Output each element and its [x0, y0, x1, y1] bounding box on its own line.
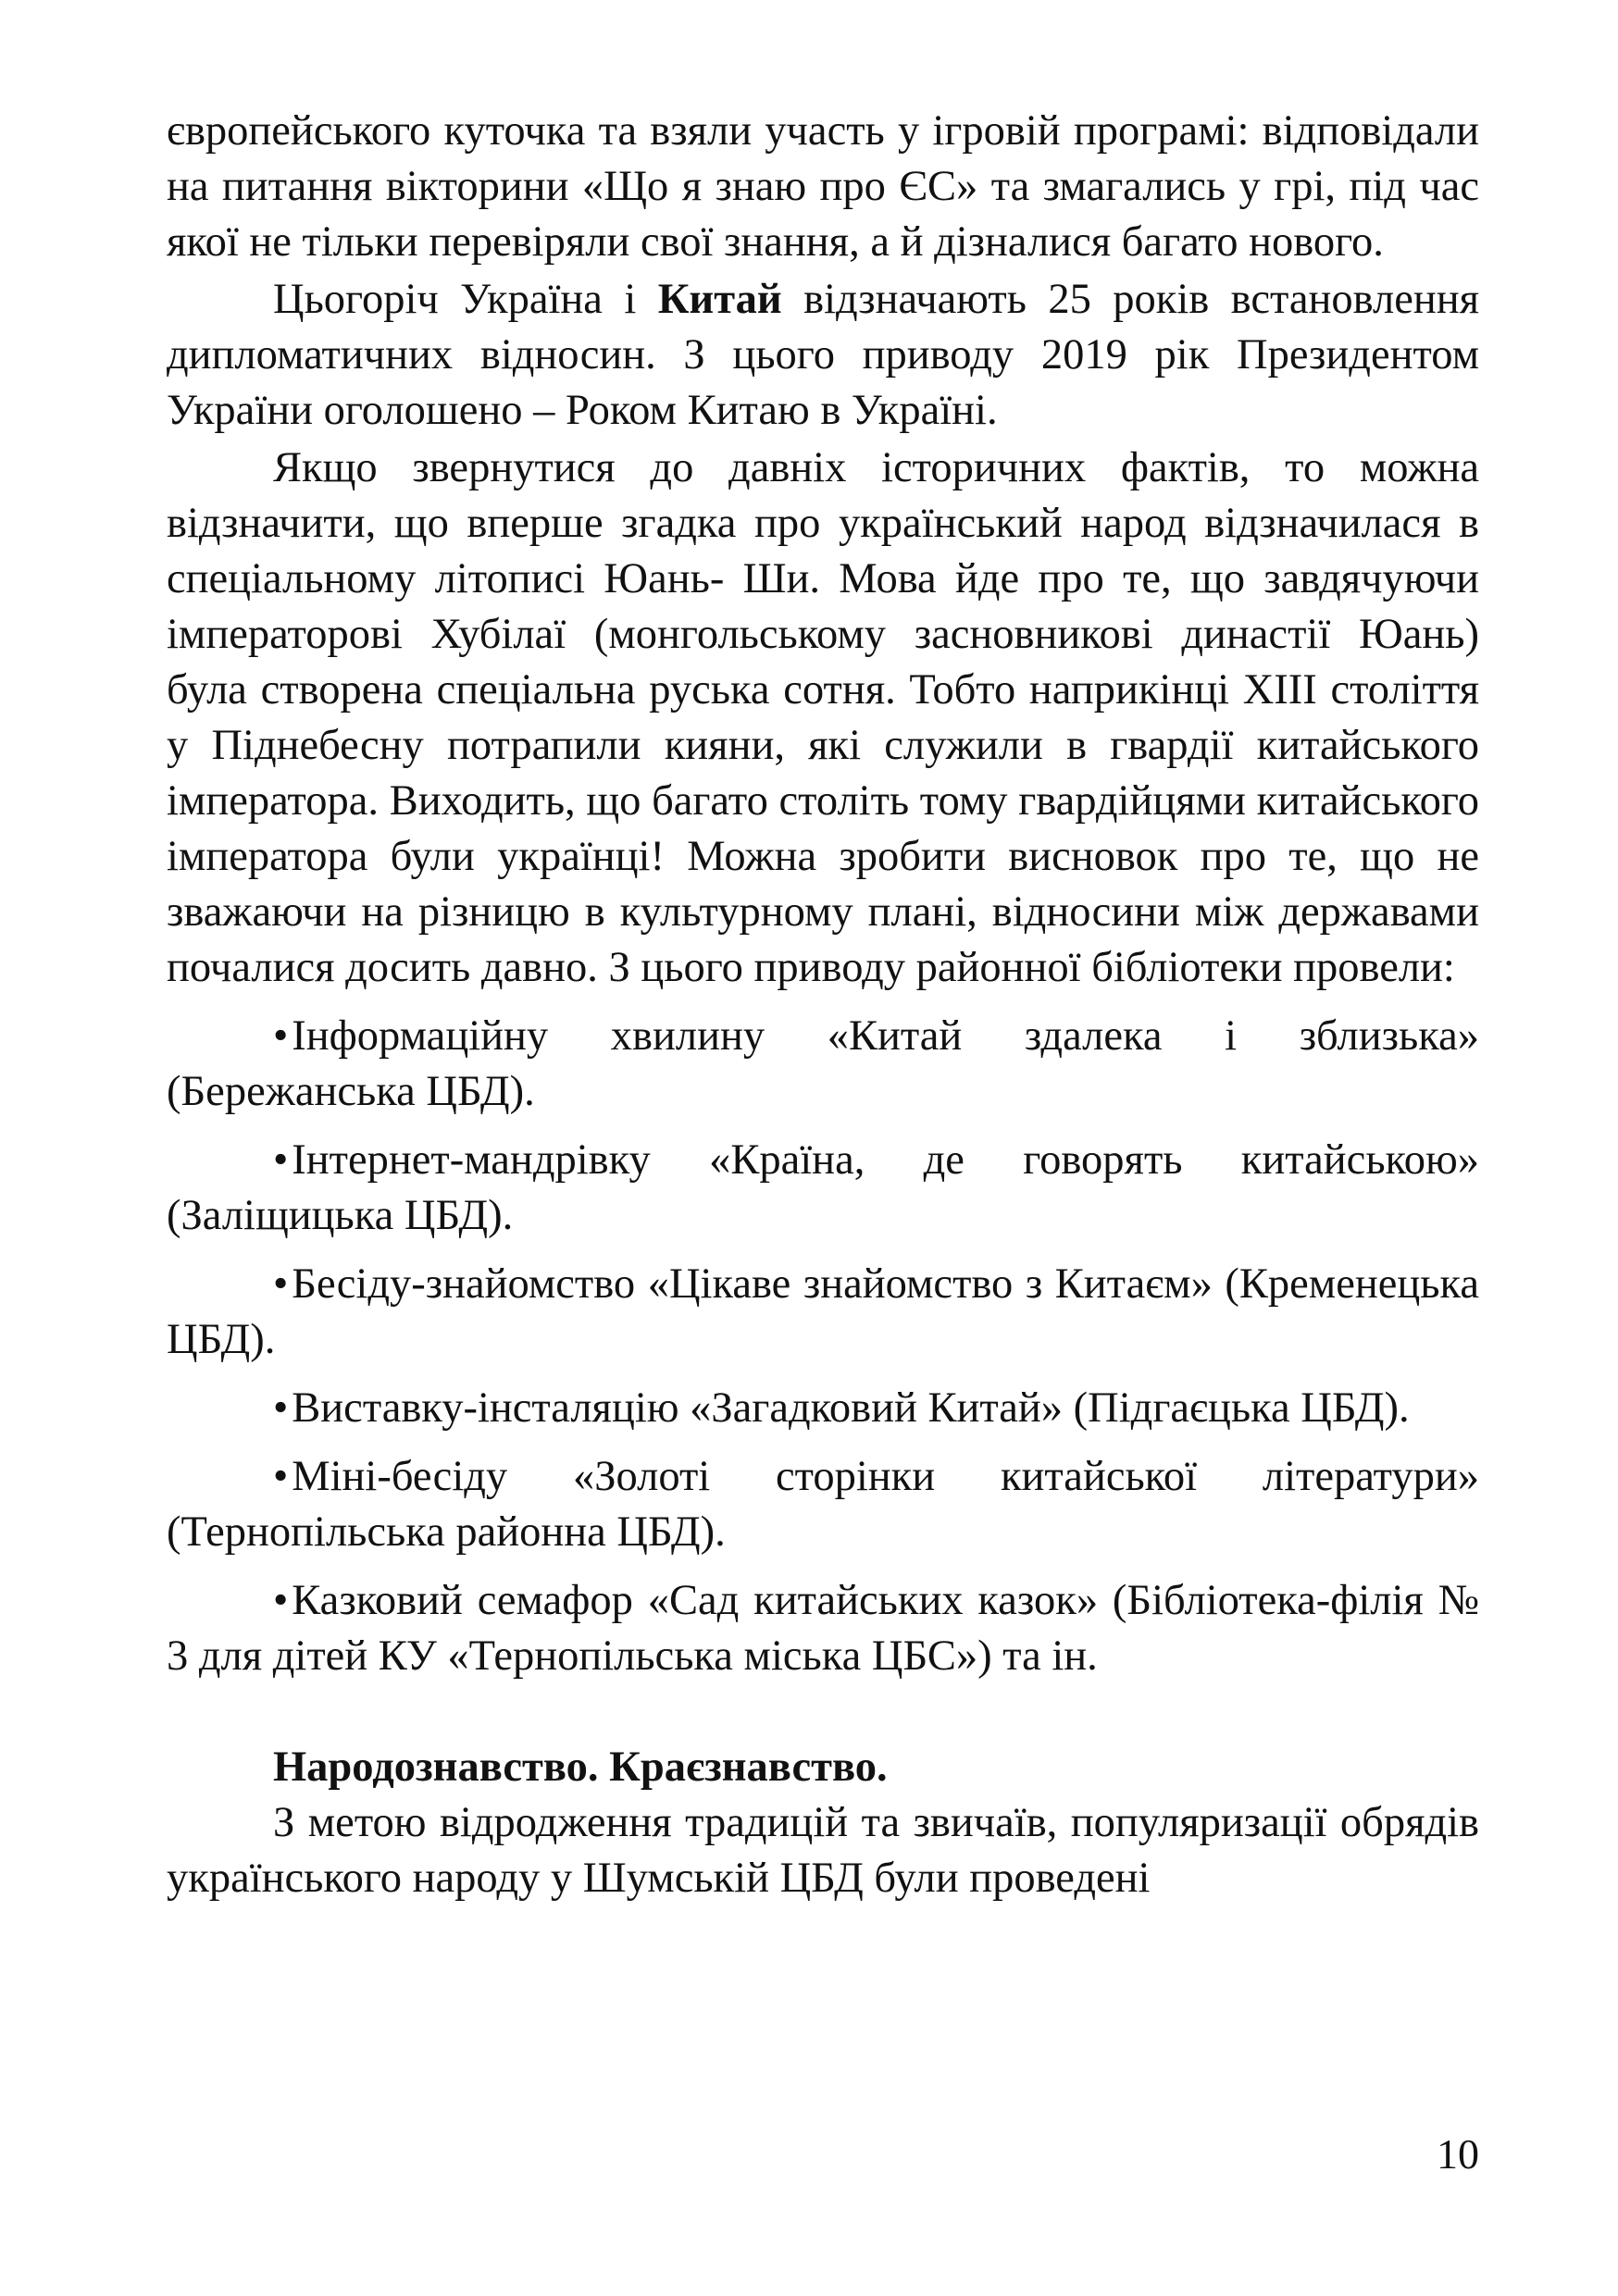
bullet-item: [167, 1449, 1479, 1560]
bullet-item-text: Виставку-інсталяцію «Загадковий Китай» (Підгаєцька ЦБД).: [292, 1384, 1410, 1432]
bullet-item-text: Казковий семафор «Сад китайських казок» (Бібліотека-філія № 3 для дітей КУ «Тернопільська міська ЦБС») та ін.: [167, 1577, 1479, 1680]
page-number: 10: [1437, 2130, 1479, 2178]
bullet-icon: •: [273, 1577, 289, 1624]
paragraph-history: Якщо звернутися до давніх історичних фактів, то можна відзначити, що вперше згадка про український народ відзначилася в спеціальному літописі Юань- Ши. Мова йде про те, що завдячуючи імператорові Хубілаї (монгольському засновникові династії Юань) була створена спеціальна руська сотня. Тобто наприкінці XIII століття у Піднебесну потрапили кияни, які служили в гвардії китайського імператора. Виходить, що багато століть тому гвардійцями китайського імператора були українці! Можна зробити висновок про те, що не зважаючи на різницю в культурному плані, відносини між державами почалися досить давно. З цього приводу районної бібліотеки провели:: [167, 444, 1479, 991]
bullet-item: [167, 1133, 1479, 1244]
section-heading: Народознавство. Краєзнавство.: [273, 1744, 888, 1791]
bullet-item-text: Інтернет-мандрівку «Країна, де говорять китайською» (Заліщицька ЦБД).: [167, 1136, 1479, 1239]
paragraph-traditions: З метою відродження традицій та звичаїв, популяризації обрядів українського народу у Шумській ЦБД були проведені: [167, 1799, 1479, 1902]
bullet-icon: •: [273, 1012, 289, 1060]
paragraph-continuation: європейського куточка та взяли участь у ігровій програмі: відповідали на питання вікторини «Що я знаю про ЄС» та змагались у грі, під час якої не тільки перевіряли свої знання, а й дізналися багато нового.: [167, 107, 1479, 266]
paragraph-china-text-before: Цьогоріч Україна і: [273, 276, 658, 323]
bullet-item-text: Бесіду-знайомство «Цікаве знайомство з Китаєм» (Кременецька ЦБД).: [167, 1260, 1479, 1363]
bullet-icon: •: [273, 1136, 289, 1184]
bullet-item-text: Міні-бесіду «Золоті сторінки китайської літератури» (Тернопільська районна ЦБД).: [167, 1453, 1479, 1556]
bullet-item: [167, 1009, 1479, 1120]
paragraph-china-text-after: відзначають 25 років встановлення дипломатичних відносин. З цього приводу 2019 рік Президентом України оголошено – Роком Китаю в Україні.: [167, 276, 1479, 434]
bullet-item: [167, 1257, 1479, 1368]
bullet-item-text: Інформаційну хвилину «Китай здалека і зблизька» (Бережанська ЦБД).: [167, 1012, 1479, 1115]
bullet-icon: •: [273, 1384, 289, 1432]
bullet-item: [167, 1381, 1479, 1436]
paragraph-china-anniversary: [167, 272, 1479, 439]
events-bullet-list: [167, 1009, 1479, 1684]
page-content: [167, 104, 1479, 1906]
bullet-icon: •: [273, 1453, 289, 1500]
bullet-item: [167, 1573, 1479, 1684]
bullet-icon: •: [273, 1260, 289, 1308]
paragraph-china-bold-word: Китай: [657, 276, 782, 323]
